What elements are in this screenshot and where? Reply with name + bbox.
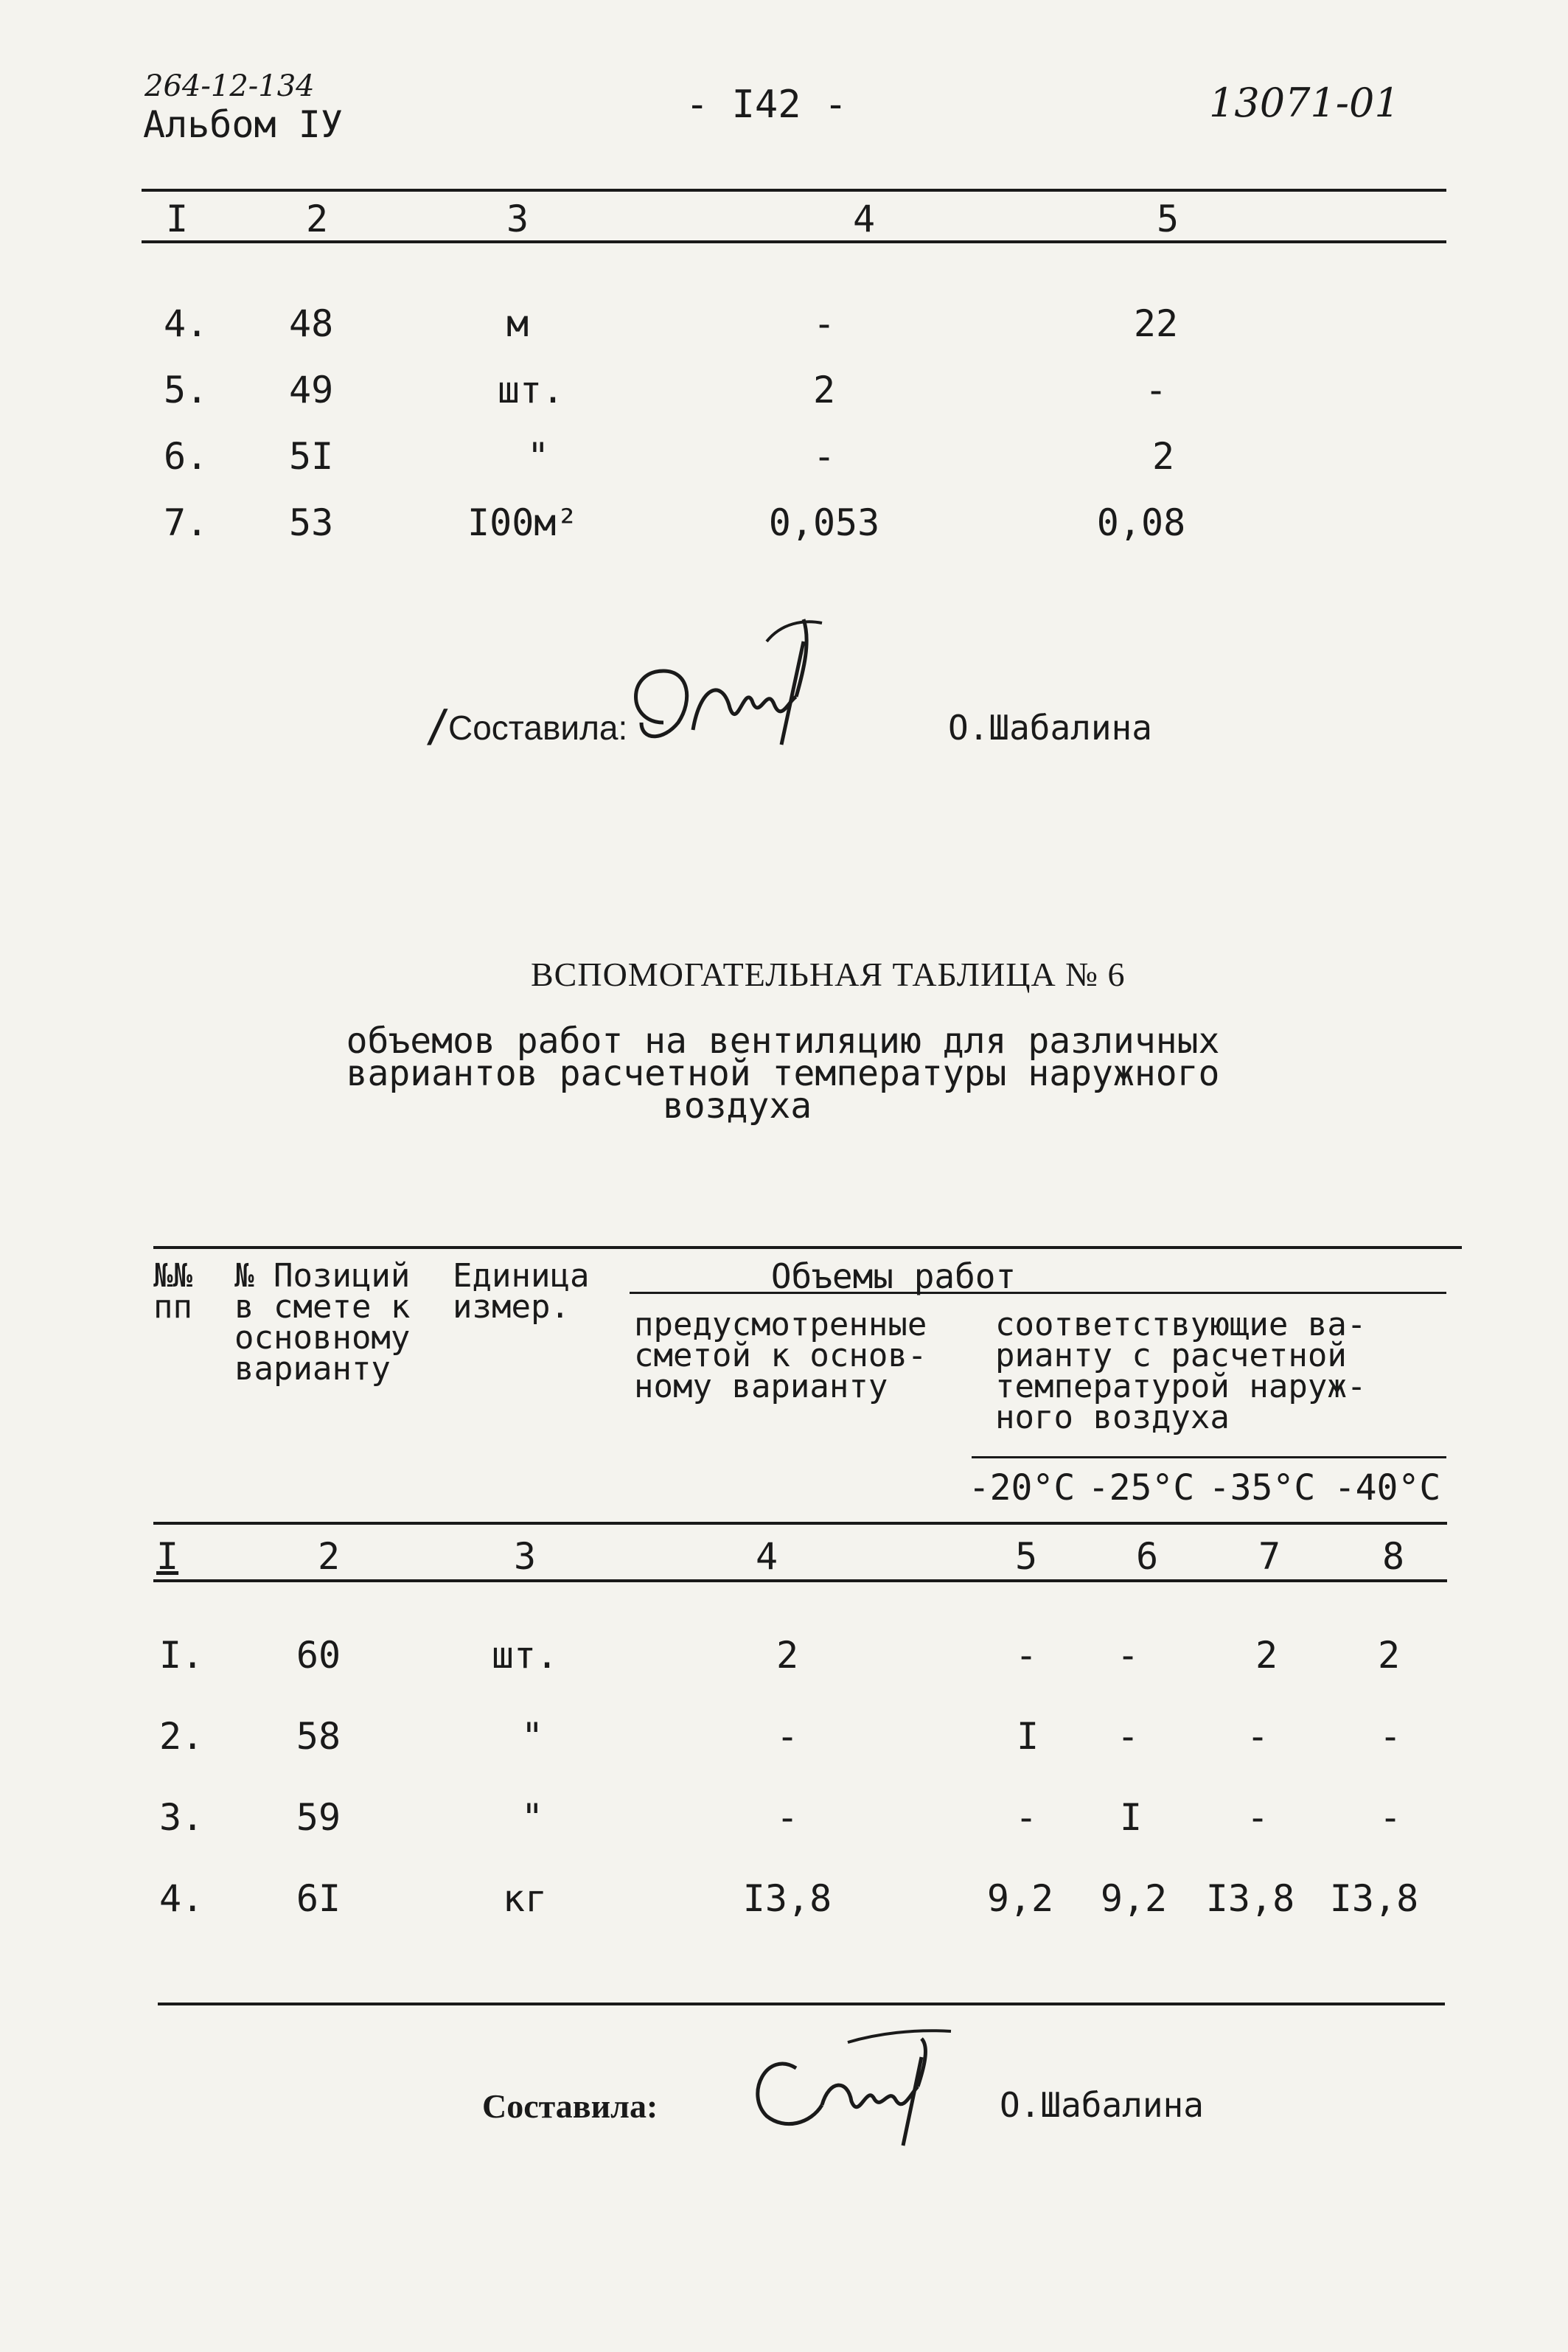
volume-minus-25: - (1116, 1634, 1140, 1677)
top-table-rule-header (142, 240, 1446, 243)
position-number: 53 (289, 501, 334, 544)
header-unit: Единица измер. (453, 1257, 590, 1326)
column-number: 7 (1258, 1535, 1281, 1578)
volume-minus-40: 2 (1377, 1634, 1401, 1677)
unit: " (526, 435, 550, 478)
unit: м (506, 302, 529, 345)
column-number: 3 (506, 198, 529, 240)
column-number: 3 (513, 1535, 537, 1578)
row-number: 4. (164, 302, 209, 345)
main-table-rule-header (153, 1522, 1447, 1525)
base-volume: - (776, 1796, 799, 1839)
main-table-rule-group (630, 1292, 1446, 1294)
header-temp: -20°C (968, 1467, 1076, 1509)
header-work-volumes: Объемы работ (770, 1256, 1017, 1296)
position-number: 59 (296, 1796, 341, 1839)
volume-minus-35: I3,8 (1205, 1877, 1295, 1920)
column-number: 2 (317, 1535, 341, 1578)
volume-minus-25: 9,2 (1100, 1877, 1168, 1920)
unit: " (520, 1796, 544, 1839)
volume-minus-20: - (1014, 1634, 1038, 1677)
position-number: 48 (289, 302, 334, 345)
row-number: 6. (164, 435, 209, 478)
row-number: 2. (159, 1715, 204, 1758)
volume-minus-25: - (1116, 1715, 1140, 1758)
unit: кг (502, 1877, 548, 1920)
table-subtitle-line: воздуха (662, 1085, 812, 1127)
column-number: 8 (1381, 1535, 1405, 1578)
column-number: 5 (1014, 1535, 1038, 1578)
document-number: 13071-01 (1209, 80, 1400, 126)
compiled-by-label: Составила: (448, 709, 628, 747)
header-temp: -40°C (1334, 1467, 1441, 1509)
alt-volume: 22 (1133, 302, 1179, 345)
volume-minus-35: - (1246, 1796, 1269, 1839)
volume-minus-20: I (1016, 1715, 1039, 1758)
alt-volume: - (1144, 369, 1168, 411)
volume-minus-20: 9,2 (986, 1877, 1054, 1920)
position-number: 60 (296, 1634, 341, 1677)
row-number: I. (159, 1634, 204, 1677)
album-label: Альбом IУ (143, 103, 343, 146)
column-number: I (165, 198, 189, 240)
base-volume: - (812, 302, 836, 345)
base-volume: - (776, 1715, 799, 1758)
compiler-name: О.Шабалина (948, 708, 1152, 748)
top-table-rule-top (142, 189, 1446, 192)
compiled-by-label: Составила: (482, 2087, 658, 2125)
row-number: 5. (164, 369, 209, 411)
position-number: 58 (296, 1715, 341, 1758)
handwritten-signature (745, 2013, 966, 2153)
unit: I00м² (467, 501, 579, 544)
header-temp: -25°C (1087, 1467, 1195, 1509)
column-number: I (156, 1535, 179, 1578)
volume-minus-40: - (1379, 1715, 1402, 1758)
volume-minus-40: I3,8 (1329, 1877, 1419, 1920)
document-code: 264-12-134 (144, 69, 315, 103)
volume-minus-40: - (1379, 1796, 1402, 1839)
column-number: 6 (1135, 1535, 1159, 1578)
unit: шт. (491, 1634, 559, 1677)
header-temp: -35°C (1208, 1467, 1316, 1509)
table-heading: ВСПОМОГАТЕЛЬНАЯ ТАБЛИЦА № 6 (531, 956, 1126, 993)
volume-minus-25: I (1119, 1796, 1143, 1839)
header-base-variant: предусмотренные сметой к основ- ному варианту (634, 1306, 927, 1405)
main-table-rule-bottom (158, 2003, 1445, 2005)
column-number: 5 (1156, 198, 1180, 240)
alt-volume: 2 (1151, 435, 1175, 478)
row-number: 7. (164, 501, 209, 544)
volume-minus-35: 2 (1255, 1634, 1278, 1677)
table-subtitle-line: объемов работ на вентиляцию для различных (346, 1020, 1220, 1062)
page-number: - I42 - (686, 83, 848, 127)
row-number: 4. (159, 1877, 204, 1920)
base-volume: - (812, 435, 836, 478)
position-number: 49 (289, 369, 334, 411)
main-table-rule-top (153, 1246, 1462, 1249)
row-number: 3. (159, 1796, 204, 1839)
header-row-number: №№ пп (153, 1257, 192, 1326)
volume-minus-35: - (1246, 1715, 1269, 1758)
header-position: № Позиций в смете к основному варианту (234, 1257, 411, 1388)
base-volume: 2 (812, 369, 836, 411)
main-table-rule-numbers (153, 1579, 1447, 1582)
main-table-rule-temps (972, 1456, 1446, 1458)
handwritten-signature (619, 612, 840, 767)
position-number: 5I (289, 435, 334, 478)
base-volume: I3,8 (742, 1877, 832, 1920)
base-volume: 2 (776, 1634, 799, 1677)
column-number: 4 (755, 1535, 778, 1578)
table-subtitle-line: вариантов расчетной температуры наружного (346, 1053, 1220, 1094)
base-volume: 0,053 (768, 501, 880, 544)
compiler-name: О.Шабалина (1000, 2085, 1204, 2125)
header-temp-variants: соответствующие ва- рианту с расчетной температурой наруж- ного воздуха (995, 1306, 1367, 1436)
position-number: 6I (296, 1877, 341, 1920)
volume-minus-20: - (1014, 1796, 1038, 1839)
signature-divider-mark: / (425, 700, 452, 752)
unit: шт. (497, 369, 565, 411)
alt-volume: 0,08 (1096, 501, 1186, 544)
column-number: 4 (852, 198, 876, 240)
column-number: 2 (305, 198, 329, 240)
unit: " (520, 1715, 544, 1758)
